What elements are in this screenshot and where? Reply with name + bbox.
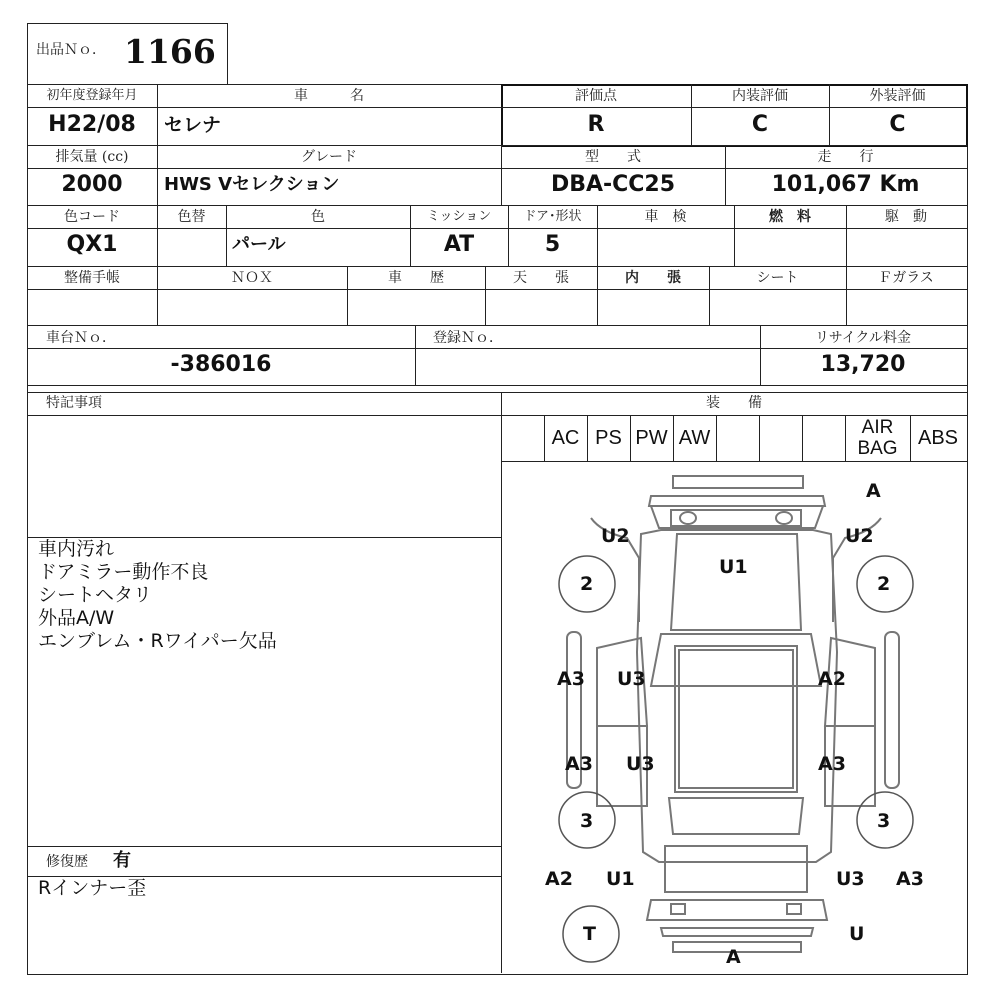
damage-mark: U2	[845, 525, 874, 547]
equipment-abs: ABS	[917, 427, 959, 449]
repaint-label: 色替	[177, 209, 206, 225]
car-name-label: 車 名	[294, 88, 364, 104]
damage-mark: A3	[818, 753, 846, 775]
equipment-aw: AW	[678, 427, 711, 449]
door-value: 5	[544, 232, 561, 257]
color-value: パール	[232, 234, 286, 255]
remarks-line: シートヘタリ	[38, 584, 153, 606]
displacement-value: 2000	[61, 172, 123, 197]
damage-mark: U	[849, 923, 865, 945]
lot-number-label: 出品Ｎｏ．	[36, 42, 106, 58]
car-damage-diagram	[501, 462, 966, 972]
damage-mark: A3	[896, 868, 924, 890]
damage-mark: A	[866, 480, 881, 502]
damage-mark: A3	[557, 668, 585, 690]
equipment-airbag: AIR BAG	[857, 417, 898, 459]
roof-label: 天 張	[513, 270, 569, 286]
score-label: 評価点	[575, 88, 617, 104]
remarks-line: 車内汚れ	[38, 538, 115, 560]
nox-label: ＮＯＸ	[231, 270, 273, 286]
lot-number: 1166	[124, 32, 216, 71]
damage-mark: A	[726, 946, 741, 968]
remarks-label: 特記事項	[46, 395, 102, 411]
interior-label: 内装評価	[732, 88, 788, 104]
equipment-ps: PS	[595, 427, 622, 449]
damage-mark: U1	[719, 556, 748, 578]
recycle-label: リサイクル料金	[814, 330, 912, 346]
mileage-value: 101,067 Km	[771, 172, 920, 197]
mission-label: ミッション	[426, 209, 492, 224]
damage-mark: A3	[565, 753, 593, 775]
mission-value: AT	[443, 232, 475, 257]
damage-mark: A2	[818, 668, 846, 690]
color-code-value: QX1	[66, 232, 118, 257]
color-code-label: 色コード	[64, 209, 120, 225]
damage-mark: 3	[877, 810, 891, 832]
displacement-label: 排気量 (cc)	[55, 149, 129, 165]
drive-label: 駆 動	[885, 209, 927, 225]
damage-mark: 2	[580, 573, 594, 595]
fglass-label: Ｆガラス	[878, 270, 934, 286]
mileage-label: 走 行	[817, 149, 874, 165]
remarks-line: 外品A/W	[38, 607, 115, 629]
reg-date-label: 初年度登録年月	[46, 88, 138, 103]
history-label: 車 歴	[388, 270, 444, 286]
grade-label: グレード	[301, 149, 357, 165]
damage-mark: U3	[617, 668, 646, 690]
equipment-label: 装 備	[706, 395, 762, 411]
damage-mark: U3	[836, 868, 865, 890]
car-name-value: セレナ	[164, 114, 222, 136]
grade-value: HWS Vセレクション	[164, 174, 340, 195]
repair-label: 修復歴	[46, 854, 88, 870]
recycle-value: 13,720	[820, 352, 906, 377]
repair-value: 有	[113, 850, 131, 871]
interior-value: C	[751, 112, 769, 137]
repair-note: Rインナー歪	[38, 877, 147, 899]
damage-mark: U2	[601, 525, 630, 547]
chassis-label: 車台Ｎｏ．	[46, 330, 116, 346]
equipment-pw: PW	[635, 427, 668, 449]
damage-mark: U1	[606, 868, 635, 890]
equipment-ac: AC	[551, 427, 580, 449]
exterior-label: 外装評価	[869, 88, 926, 104]
inner-label: 内 張	[625, 270, 681, 286]
damage-mark: U3	[626, 753, 655, 775]
reg-date-value: H22/08	[48, 112, 136, 137]
color-label: 色	[311, 209, 325, 225]
door-label: ドア･形状	[523, 209, 582, 224]
damage-mark: A2	[545, 868, 573, 890]
remarks-line: ドアミラー動作不良	[38, 561, 209, 583]
model-label: 型 式	[585, 149, 641, 165]
damage-mark: 2	[877, 573, 891, 595]
fuel-label: 燃 料	[769, 209, 811, 225]
inspection-label: 車 検	[644, 209, 687, 225]
damage-mark: 3	[580, 810, 594, 832]
damage-mark: T	[583, 923, 596, 945]
chassis-value: -386016	[170, 352, 272, 377]
seat-label: シート	[756, 270, 799, 286]
model-value: DBA-CC25	[550, 172, 676, 197]
remarks-line: エンブレム・Rワイパー欠品	[38, 630, 277, 652]
exterior-value: C	[889, 112, 906, 137]
score-value: R	[587, 112, 605, 137]
registration-label: 登録Ｎｏ．	[433, 330, 503, 346]
maintenance-label: 整備手帳	[64, 270, 120, 286]
